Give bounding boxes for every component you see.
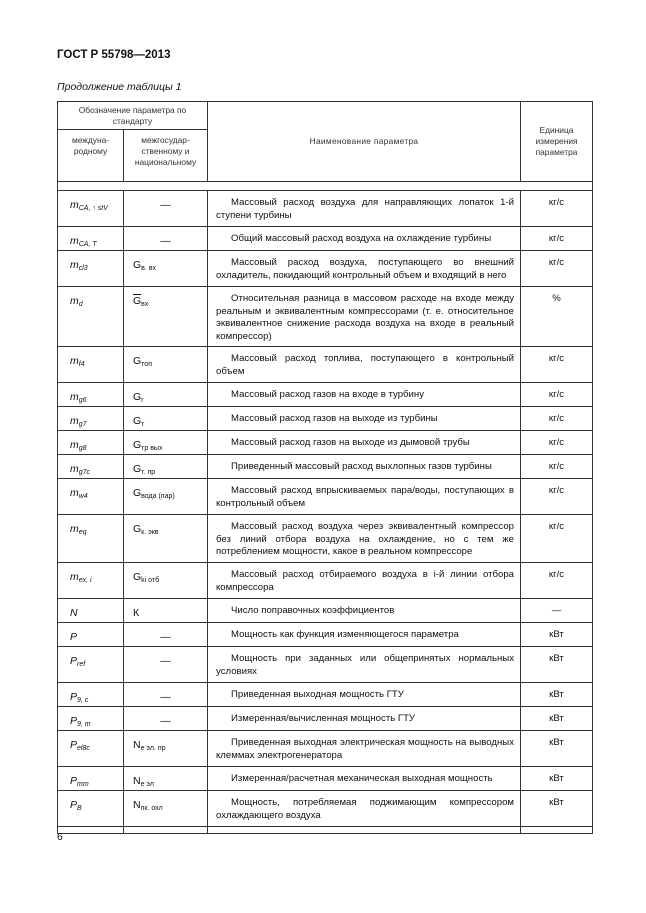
- cell-international-symbol: [58, 683, 124, 707]
- symbol-base: G: [133, 259, 142, 271]
- cell-parameter-name: Число поправочных коэффициентов: [208, 599, 521, 623]
- symbol-base: P: [70, 739, 78, 751]
- cell-national-symbol: [124, 731, 208, 767]
- cell-national-symbol: [124, 707, 208, 731]
- cell-parameter-name: Общий массовый расход воздуха на охлаждение турбины: [208, 227, 521, 251]
- cell-unit: кг/с: [521, 191, 593, 227]
- table-row: [58, 287, 593, 347]
- cell-national-symbol: [124, 647, 208, 683]
- symbol-base: —: [160, 691, 171, 703]
- table-header-row: [58, 102, 593, 130]
- cell-international-symbol: [58, 707, 124, 731]
- symbol-base: G: [133, 415, 142, 427]
- symbol-base: m: [70, 487, 79, 499]
- cell-international-symbol: [58, 623, 124, 647]
- symbol-subscript: CA, T: [78, 241, 97, 248]
- cell-international-symbol: [58, 767, 124, 791]
- cell-parameter-name: Массовый расход газов на выходе из дымовой трубы: [208, 431, 521, 455]
- cell-unit: кг/с: [521, 455, 593, 479]
- cell-unit: кг/с: [521, 479, 593, 515]
- cell-parameter-name: Массовый расход воздуха, поступающего во внешний охладитель, покидающий контрольный объем и входящий в него: [208, 251, 521, 287]
- symbol-subscript: mm: [77, 781, 89, 788]
- symbol-base: N: [133, 799, 141, 811]
- symbol-base: P: [70, 655, 78, 667]
- symbol-base: —: [160, 235, 171, 247]
- table-caption: Продолжение таблицы 1: [57, 81, 182, 93]
- cell-unit: кг/с: [521, 251, 593, 287]
- symbol-base: P: [70, 691, 78, 703]
- symbol-subscript: B: [77, 805, 82, 812]
- cell-parameter-name: Мощность как функция изменяющегося параметра: [208, 623, 521, 647]
- cell-international-symbol: [58, 191, 124, 227]
- header-designation-group: Обозначение параметра по стандарту: [58, 102, 208, 130]
- header-national: межгосудар-ственному и национальному: [124, 130, 208, 182]
- header-unit: Единица измерения параметра: [521, 102, 593, 182]
- symbol-base: N: [133, 775, 141, 787]
- symbol-base: m: [70, 439, 79, 451]
- page-number: 6: [57, 831, 63, 843]
- cell-unit: кВт: [521, 731, 593, 767]
- symbol-subscript: ref: [77, 661, 86, 668]
- table-row: [58, 515, 593, 563]
- cell-unit: кВт: [521, 623, 593, 647]
- symbol-subscript: ex, i: [78, 577, 92, 584]
- cell-national-symbol: [124, 767, 208, 791]
- cell-international-symbol: [58, 515, 124, 563]
- symbol-subscript: eq: [78, 529, 87, 536]
- table-row: [58, 731, 593, 767]
- table-row: [58, 383, 593, 407]
- symbol-subscript: в. вх: [141, 265, 156, 272]
- symbol-subscript: g8: [78, 445, 87, 452]
- cell-parameter-name: Приведенная выходная мощность ГТУ: [208, 683, 521, 707]
- symbol-subscript: е эл: [140, 781, 154, 788]
- symbol-subscript: е эл. пр: [140, 745, 166, 752]
- cell-parameter-name: Относительная разница в массовом расходе на входе между реальным и эквивалентным компрессорами (т. е. относительное эквивалентное снижение расхода воздуха на входе в реальный компрессор): [208, 287, 521, 347]
- symbol-subscript: cl3: [78, 265, 88, 272]
- cell-national-symbol: [124, 599, 208, 623]
- cell-unit: кг/с: [521, 515, 593, 563]
- symbol-subscript: f4: [78, 361, 85, 368]
- symbol-subscript: к. экв: [141, 529, 159, 536]
- header-spacer-row: [58, 182, 593, 191]
- cell-international-symbol: [58, 479, 124, 515]
- symbol-subscript: вода (пар): [141, 493, 175, 500]
- cell-parameter-name: Массовый расход газов на входе в турбину: [208, 383, 521, 407]
- symbol-base: m: [70, 199, 79, 211]
- symbol-subscript: 9, c: [77, 697, 89, 704]
- symbol-base: —: [160, 655, 171, 667]
- symbol-base: G: [133, 355, 142, 367]
- cell-unit: кВт: [521, 707, 593, 731]
- symbol-base: G: [133, 439, 142, 451]
- cell-unit: кВт: [521, 683, 593, 707]
- cell-national-symbol: [124, 683, 208, 707]
- cell-international-symbol: [58, 227, 124, 251]
- cell-national-symbol: [124, 227, 208, 251]
- document-header: ГОСТ Р 55798—2013: [57, 49, 171, 61]
- cell-unit: кг/с: [521, 383, 593, 407]
- cell-international-symbol: [58, 347, 124, 383]
- symbol-base: G: [133, 571, 142, 583]
- symbol-subscript: г: [141, 397, 144, 404]
- cell-national-symbol: [124, 791, 208, 827]
- symbol-subscript: d: [78, 301, 83, 308]
- symbol-base: —: [160, 715, 171, 727]
- symbol-base: P: [70, 775, 78, 787]
- symbol-base: m: [70, 571, 79, 583]
- symbol-subscript: CA, ↑ stV: [78, 205, 108, 212]
- header-international: междуна-родному: [58, 130, 124, 182]
- cell-international-symbol: [58, 455, 124, 479]
- cell-parameter-name: Массовый расход отбираемого воздуха в i-й линии отбора компрессора: [208, 563, 521, 599]
- symbol-base: m: [70, 235, 79, 247]
- table-row: [58, 431, 593, 455]
- symbol-base: P: [70, 715, 78, 727]
- cell-parameter-name: Массовый расход воздуха для направляющих лопаток 1-й ступени турбины: [208, 191, 521, 227]
- header-parameter-name: Наименование параметра: [208, 102, 521, 182]
- cell-international-symbol: [58, 599, 124, 623]
- symbol-base: m: [70, 391, 79, 403]
- symbol-subscript: w4: [78, 493, 88, 500]
- symbol-base: G: [133, 487, 142, 499]
- cell-national-symbol: [124, 347, 208, 383]
- cell-unit: %: [521, 287, 593, 347]
- symbol-base: P: [70, 799, 78, 811]
- table-row: [58, 563, 593, 599]
- symbol-subscript: вх: [141, 301, 149, 308]
- cell-national-symbol: [124, 287, 208, 347]
- symbol-subscript: тр вых: [141, 445, 163, 452]
- symbol-subscript: топ: [141, 361, 152, 368]
- cell-parameter-name: Измеренная/вычисленная мощность ГТУ: [208, 707, 521, 731]
- cell-international-symbol: [58, 563, 124, 599]
- cell-unit: кг/с: [521, 347, 593, 383]
- cell-parameter-name: Массовый расход впрыскиваемых пара/воды, поступающих в контрольный объем: [208, 479, 521, 515]
- cell-international-symbol: [58, 791, 124, 827]
- table-row: [58, 647, 593, 683]
- symbol-subscript: g7c: [78, 469, 91, 476]
- cell-international-symbol: [58, 287, 124, 347]
- cell-unit: кВт: [521, 647, 593, 683]
- cell-parameter-name: Массовый расход воздуха через эквивалентный компрессор без линий отбора воздуха на охлаждение, но с тем же потреблением мощности, какое в реальном компрессоре: [208, 515, 521, 563]
- cell-national-symbol: [124, 383, 208, 407]
- cell-unit: кг/с: [521, 227, 593, 251]
- cell-international-symbol: [58, 731, 124, 767]
- cell-international-symbol: [58, 251, 124, 287]
- cell-parameter-name: Измеренная/расчетная механическая выходная мощность: [208, 767, 521, 791]
- symbol-base: G: [133, 391, 142, 403]
- cell-unit: кг/с: [521, 431, 593, 455]
- table-row: [58, 623, 593, 647]
- cell-national-symbol: [124, 455, 208, 479]
- symbol-base: N: [133, 739, 141, 751]
- symbol-base: m: [70, 295, 79, 307]
- symbol-base: P: [70, 631, 78, 643]
- table-row: [58, 683, 593, 707]
- symbol-base: m: [70, 523, 79, 535]
- symbol-base: m: [70, 463, 79, 475]
- table-row: [58, 251, 593, 287]
- symbol-subscript: пк. охл: [140, 805, 163, 812]
- cell-parameter-name: Мощность при заданных или общепринятых нормальных условиях: [208, 647, 521, 683]
- symbol-base: $\overline{G}$: [133, 295, 142, 307]
- cell-national-symbol: [124, 407, 208, 431]
- cell-parameter-name: Приведенная выходная электрическая мощность на выводных клеммах электрогенератора: [208, 731, 521, 767]
- cell-parameter-name: Массовый расход газов на выходе из турбины: [208, 407, 521, 431]
- symbol-base: m: [70, 355, 79, 367]
- symbol-base: —: [160, 631, 171, 643]
- symbol-base: G: [133, 463, 142, 475]
- table-row: [58, 767, 593, 791]
- table-row: [58, 191, 593, 227]
- symbol-base: m: [70, 415, 79, 427]
- cell-parameter-name: Мощность, потребляемая поджимающим компрессором охлаждающего воздуха: [208, 791, 521, 827]
- cell-unit: кВт: [521, 767, 593, 791]
- table-row: [58, 791, 593, 827]
- symbol-base: N: [70, 607, 78, 619]
- cell-national-symbol: [124, 563, 208, 599]
- parameters-table: [57, 101, 593, 834]
- symbol-base: G: [133, 523, 142, 535]
- symbol-subscript: el8c: [77, 745, 90, 752]
- cell-national-symbol: [124, 479, 208, 515]
- symbol-subscript: т: [141, 421, 145, 428]
- cell-parameter-name: Массовый расход топлива, поступающего в контрольный объем: [208, 347, 521, 383]
- cell-international-symbol: [58, 407, 124, 431]
- symbol-subscript: т. пр: [141, 469, 156, 476]
- cell-unit: кВт: [521, 791, 593, 827]
- table-row: [58, 227, 593, 251]
- cell-unit: кг/с: [521, 563, 593, 599]
- table-row: [58, 707, 593, 731]
- cell-national-symbol: [124, 515, 208, 563]
- cell-unit: кг/с: [521, 407, 593, 431]
- cell-national-symbol: [124, 251, 208, 287]
- table-row: [58, 347, 593, 383]
- symbol-subscript: g6: [78, 397, 87, 404]
- symbol-base: К: [133, 607, 140, 619]
- symbol-subscript: ki отб: [141, 577, 160, 584]
- table-row: [58, 599, 593, 623]
- table-bottom-spacer: [58, 827, 593, 834]
- cell-national-symbol: [124, 191, 208, 227]
- symbol-subscript: g7: [78, 421, 87, 428]
- cell-international-symbol: [58, 383, 124, 407]
- table-row: [58, 479, 593, 515]
- cell-international-symbol: [58, 431, 124, 455]
- cell-unit: —: [521, 599, 593, 623]
- cell-parameter-name: Приведенный массовый расход выхлопных газов турбины: [208, 455, 521, 479]
- table-row: [58, 407, 593, 431]
- symbol-subscript: 9, m: [77, 721, 91, 728]
- cell-national-symbol: [124, 431, 208, 455]
- cell-national-symbol: [124, 623, 208, 647]
- symbol-base: —: [160, 199, 171, 211]
- table-row: [58, 455, 593, 479]
- cell-international-symbol: [58, 647, 124, 683]
- symbol-base: m: [70, 259, 79, 271]
